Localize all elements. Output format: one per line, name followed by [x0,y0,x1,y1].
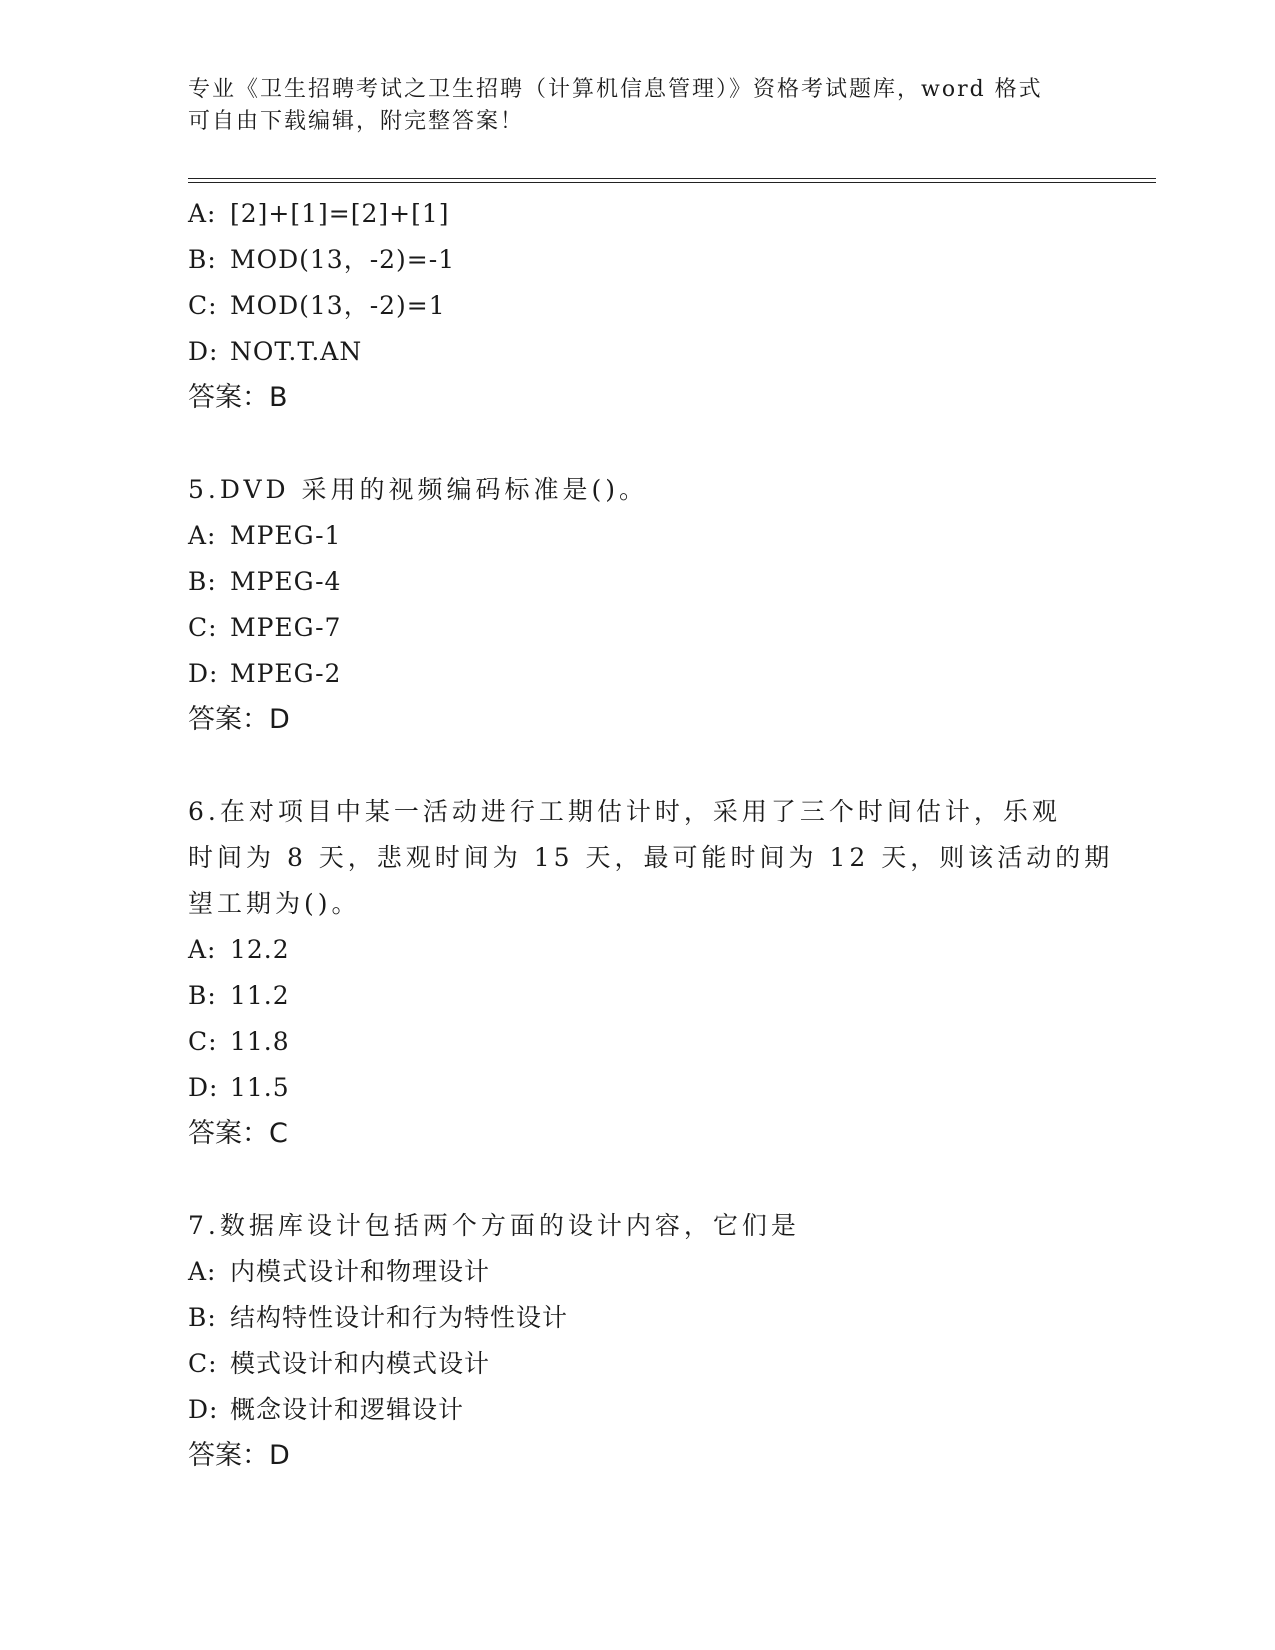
option-a [188,191,1088,237]
option-d [188,1065,1088,1111]
option-text: NOT.T.AN [230,337,363,366]
spacer [188,421,1088,467]
option-label: D: [188,659,219,688]
option-a [188,927,1088,973]
question-text-line-1: 6.在对项目中某一活动进行工期估计时，采用了三个时间估计，乐观 [188,797,1061,826]
question-text-line-2: 时间为 8 天，悲观时间为 15 天，最可能时间为 12 天，则该活动的期 [188,843,1114,872]
option-text: 概念设计和逻辑设计 [230,1395,465,1424]
option-label: B: [188,245,217,274]
question-5 [188,467,1088,743]
option-text: MOD(13，-2)=-1 [230,245,456,274]
option-d [188,651,1088,697]
question-text: 5.DVD 采用的视频编码标准是()。 [188,475,649,504]
answer-line: 答案：D [188,1440,290,1471]
header-divider-bottom [188,182,1156,183]
option-label: C: [188,291,218,320]
option-label: C: [188,1349,218,1378]
header-title-line-2: 可自由下载编辑，附完整答案！ [188,109,525,134]
option-label: A: [188,1257,217,1286]
option-label: B: [188,567,217,596]
option-text: 结构特性设计和行为特性设计 [230,1303,569,1332]
option-label: D: [188,1073,219,1102]
option-c [188,605,1088,651]
option-text: 内模式设计和物理设计 [230,1257,491,1286]
answer-line: 答案：B [188,382,288,413]
option-label: D: [188,1395,219,1424]
option-b [188,237,1088,283]
option-label: C: [188,1027,218,1056]
option-label: C: [188,613,218,642]
option-text: 12.2 [230,935,290,964]
header-title-line-1: 专业《卫生招聘考试之卫生招聘（计算机信息管理）》资格考试题库，word 格式 [188,77,1043,102]
option-b [188,559,1088,605]
option-text: MPEG-7 [230,613,342,642]
option-text: 11.5 [230,1073,290,1102]
question-6 [188,789,1114,1157]
option-text: 11.8 [230,1027,290,1056]
option-c [188,283,1088,329]
answer-line: 答案：C [188,1118,288,1149]
option-b [188,1295,1088,1341]
option-text: [2]+[1]=[2]+[1] [230,199,450,228]
option-text: MPEG-1 [230,521,342,550]
question-text: 7.数据库设计包括两个方面的设计内容，它们是 [188,1211,800,1240]
document-header [188,74,1068,138]
question-7 [188,1203,1088,1479]
option-label: B: [188,1303,217,1332]
option-a [188,513,1088,559]
option-label: A: [188,935,217,964]
option-a [188,1249,1088,1295]
option-d [188,1387,1088,1433]
spacer [188,743,1088,789]
option-label: D: [188,337,219,366]
option-d [188,329,1088,375]
option-label: A: [188,521,217,550]
spacer [188,1157,1088,1203]
option-c [188,1019,1088,1065]
option-text: MOD(13，-2)=1 [230,291,446,320]
option-b [188,973,1088,1019]
option-text: MPEG-2 [230,659,342,688]
option-label: B: [188,981,217,1010]
option-text: MPEG-4 [230,567,342,596]
question-4 [188,191,1088,421]
option-text: 模式设计和内模式设计 [230,1349,491,1378]
option-text: 11.2 [230,981,290,1010]
option-c [188,1341,1088,1387]
header-divider-top [188,178,1156,179]
option-label: A: [188,199,217,228]
answer-line: 答案：D [188,704,290,735]
question-text-line-3: 望工期为()。 [188,889,361,918]
question-list [188,191,1114,1479]
